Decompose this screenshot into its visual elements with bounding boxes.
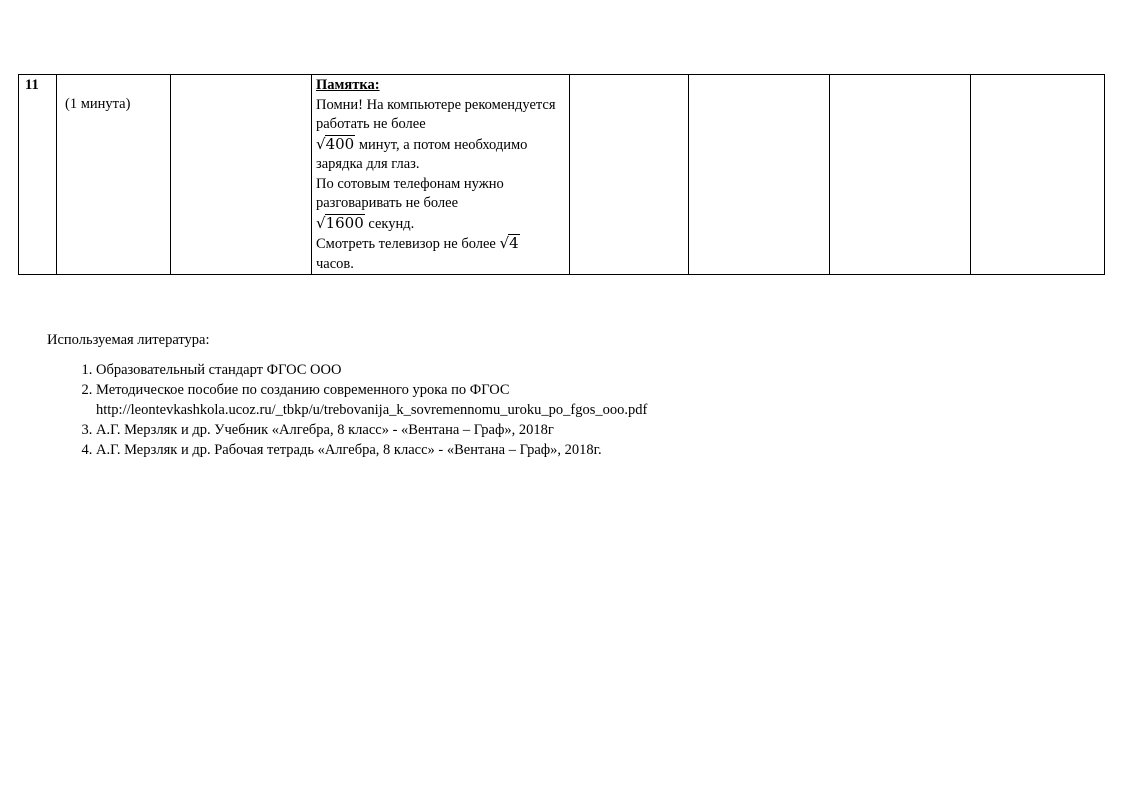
empty-cell [830, 75, 971, 275]
literature-item-text: Образовательный стандарт ФГОС ООО [96, 362, 342, 378]
memo-part1: Помни! На компьютере рекомендуется работать не более [316, 96, 556, 132]
memo-part6: часов. [316, 255, 354, 272]
list-item [96, 420, 1107, 440]
sqrt-expression [316, 135, 355, 155]
empty-cell [570, 75, 689, 275]
empty-cell [971, 75, 1105, 275]
memo-cell [312, 75, 570, 275]
literature-title: Используемая литература: [47, 332, 210, 348]
literature-section [47, 330, 1107, 460]
literature-item-link[interactable]: http://leontevkashkola.ucoz.ru/_tbkp/u/trebovanija_k_sovremennomu_uroku_po_fgos_ooo.pdf [96, 402, 648, 418]
lesson-plan-table [18, 74, 1105, 275]
table-row [19, 75, 1105, 275]
row-number-cell [19, 75, 57, 275]
row-number: 11 [25, 77, 39, 93]
sqrt-value: 4 [509, 234, 519, 252]
memo-part3: По сотовым телефонам нужно разговаривать не более [316, 175, 504, 211]
sqrt-value: 400 [325, 134, 355, 153]
literature-list [47, 360, 1107, 460]
memo-text [316, 96, 565, 275]
memo-title: Памятка: [316, 77, 380, 93]
literature-item-text: А.Г. Мерзляк и др. Учебник «Алгебра, 8 класс» - «Вентана – Граф», 2018г [96, 422, 554, 438]
memo-part5: Смотреть телевизор не более [316, 236, 496, 252]
memo-part4: секунд. [368, 215, 415, 232]
list-item [96, 440, 1107, 460]
list-item [96, 380, 1107, 420]
sqrt-symbol: √ [316, 213, 326, 232]
empty-cell [171, 75, 312, 275]
literature-item-text: Методическое пособие по созданию современного урока по ФГОС [96, 382, 510, 398]
sqrt-expression [500, 234, 520, 254]
duration-cell [57, 75, 171, 275]
duration-text: (1 минута) [65, 96, 131, 112]
memo-part2: минут, а потом необходимо зарядка для глаз. [316, 136, 528, 172]
sqrt-symbol: √ [316, 134, 326, 153]
sqrt-symbol: √ [499, 234, 510, 252]
empty-cell [689, 75, 830, 275]
sqrt-value: 1600 [325, 213, 364, 232]
sqrt-expression [316, 214, 365, 234]
literature-item-text: А.Г. Мерзляк и др. Рабочая тетрадь «Алгебра, 8 класс» - «Вентана – Граф», 2018г. [96, 442, 602, 458]
list-item [96, 360, 1107, 380]
